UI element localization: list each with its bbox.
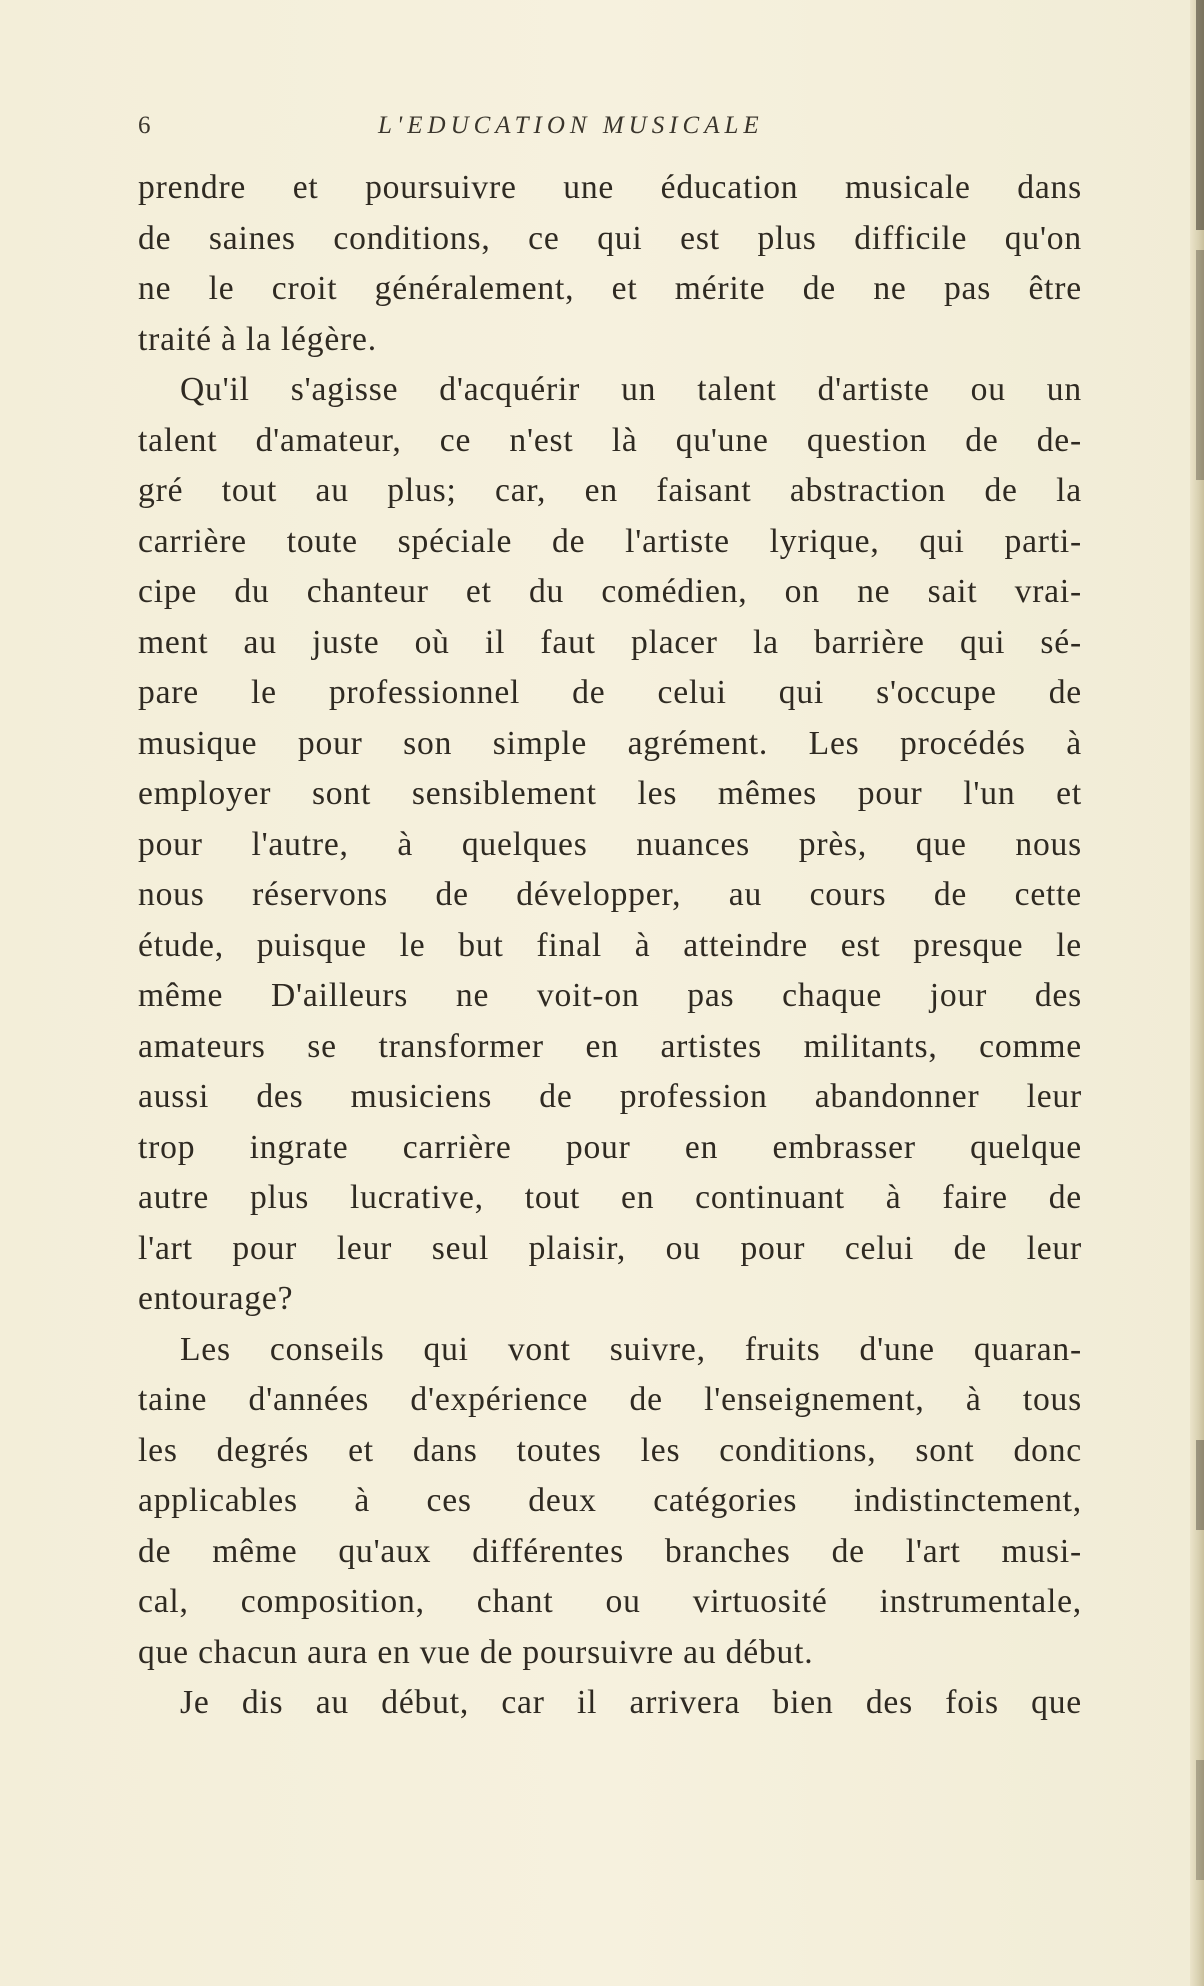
text-line: de saines conditions, ce qui est plus difficile qu'on (138, 219, 1082, 257)
text-line: autre plus lucrative, tout en continuant à faire de (138, 1179, 1082, 1216)
text-line: gré tout au plus; car, en faisant abstraction de la (138, 472, 1082, 509)
text-line: ne le croit généralement, et mérite de ne pas être (138, 270, 1082, 307)
edge-mark (1196, 0, 1204, 230)
text-line: étude, puisque le but final à atteindre est presque le (138, 926, 1082, 964)
text-line: musique pour son simple agrément. Les procédés à (138, 724, 1082, 762)
text-line: cipe du chanteur et du comédien, on ne sait vrai- (138, 573, 1082, 610)
text-line: Qu'il s'agisse d'acquérir un talent d'artiste ou un (180, 371, 1082, 408)
text-line: Je dis au début, car il arrivera bien des fois que (180, 1684, 1082, 1721)
text-line: pare le professionnel de celui qui s'occupe de (138, 674, 1082, 711)
text-line: entourage? (138, 1280, 294, 1317)
text-line: talent d'amateur, ce n'est là qu'une question de de- (138, 421, 1082, 459)
body-text (138, 163, 1082, 1729)
text-line: amateurs se transformer en artistes militants, comme (138, 1027, 1082, 1065)
text-line: employer sont sensiblement les mêmes pour l'un et (138, 775, 1082, 812)
text-line: prendre et poursuivre une éducation musicale dans (138, 169, 1082, 206)
edge-mark (1196, 250, 1204, 480)
edge-mark (1196, 1440, 1204, 1530)
page-number: 6 (138, 112, 151, 139)
text-line: ment au juste où il faut placer la barrière qui sé- (138, 623, 1082, 661)
text-line: même D'ailleurs ne voit-on pas chaque jour des (138, 977, 1082, 1014)
text-line: de même qu'aux différentes branches de l'art musi- (138, 1532, 1082, 1570)
text-line: pour l'autre, à quelques nuances près, que nous (138, 825, 1082, 863)
text-line: taine d'années d'expérience de l'enseignement, à tous (138, 1381, 1082, 1418)
page-header (138, 112, 1082, 142)
text-line: Les conseils qui vont suivre, fruits d'une quaran- (180, 1330, 1082, 1368)
text-line: traité à la légère. (138, 320, 377, 358)
text-line: applicables à ces deux catégories indistinctement, (138, 1482, 1082, 1519)
text-line: que chacun aura en vue de poursuivre au début. (138, 1633, 814, 1671)
edge-mark (1196, 1760, 1204, 1880)
text-line: nous réservons de développer, au cours de cette (138, 876, 1082, 913)
running-title: L'EDUCATION MUSICALE (378, 112, 764, 139)
text-line: les degrés et dans toutes les conditions, sont donc (138, 1431, 1082, 1469)
text-line: trop ingrate carrière pour en embrasser quelque (138, 1128, 1082, 1166)
text-line: aussi des musiciens de profession abandonner leur (138, 1078, 1082, 1115)
text-line: carrière toute spéciale de l'artiste lyrique, qui parti- (138, 522, 1082, 560)
text-line: l'art pour leur seul plaisir, ou pour celui de leur (138, 1229, 1082, 1267)
text-line: cal, composition, chant ou virtuosité instrumentale, (138, 1583, 1082, 1620)
